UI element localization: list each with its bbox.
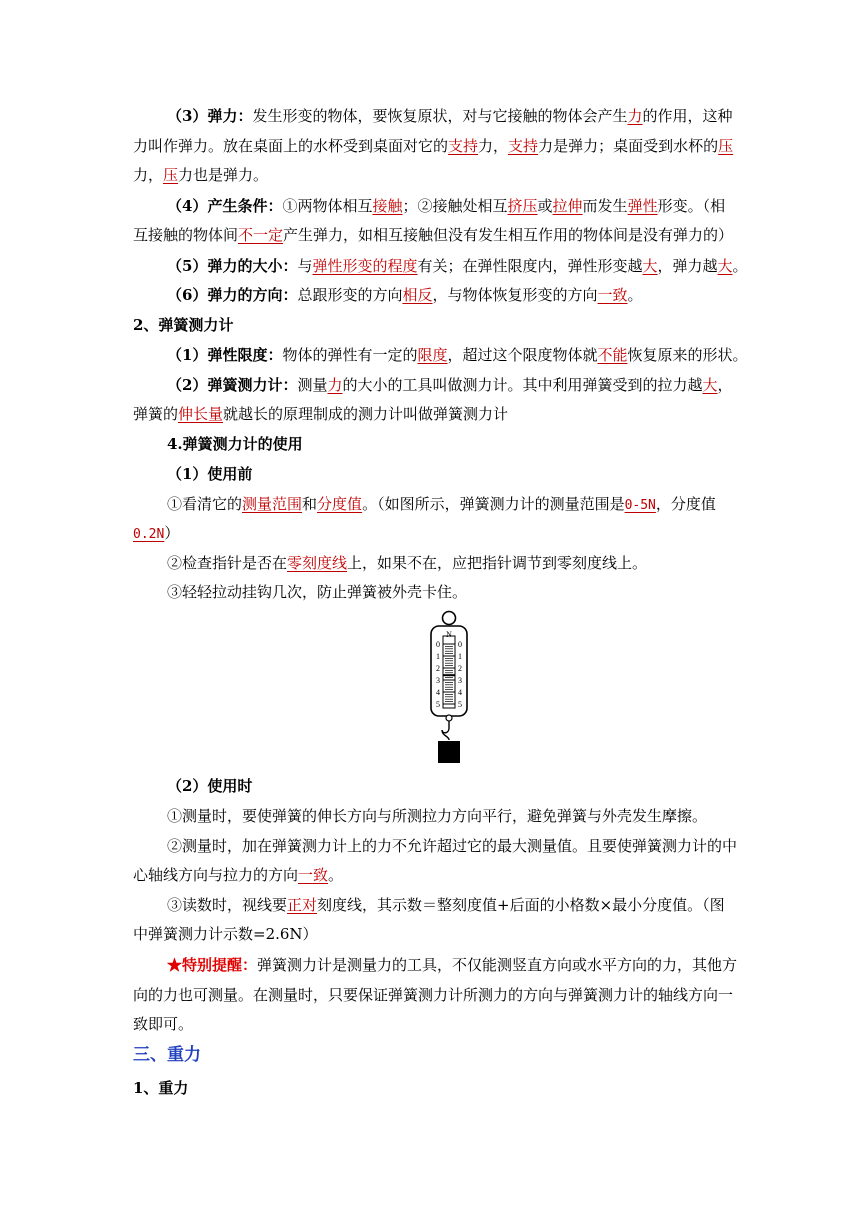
answer-blank: 压 xyxy=(718,137,734,155)
tick-label-right: 5 xyxy=(458,700,462,709)
text: ①看清它的 xyxy=(167,495,243,513)
answer-blank: 分度值 xyxy=(317,495,363,513)
note-label: ★特别提醒： xyxy=(167,956,258,974)
answer-blank: 大 xyxy=(702,376,718,394)
answer-blank: 弹性形变的程度 xyxy=(312,257,418,275)
answer-blank: 接触 xyxy=(372,197,403,215)
conditions-line-2 xyxy=(133,225,733,245)
bottom-eye-icon xyxy=(446,715,452,721)
answer-blank: 正对 xyxy=(287,896,318,914)
answer-blank: 不一定 xyxy=(238,226,284,244)
answer-blank: 伸长量 xyxy=(178,405,224,423)
answer-blank: 相反 xyxy=(402,286,433,304)
hook-icon xyxy=(442,721,449,733)
pointer xyxy=(443,674,455,676)
unit-label: N xyxy=(446,630,452,639)
tick-label-left: 0 xyxy=(436,640,440,649)
before-use-line-2 xyxy=(133,523,179,545)
elastic-limit-line xyxy=(167,345,748,365)
during-use-line-1: ①测量时，要使弹簧的伸长方向与所测拉力方向平行，避免弹簧与外壳发生摩擦。 xyxy=(167,807,708,825)
item-number: （5） xyxy=(167,257,208,275)
during-use-line-4 xyxy=(167,895,725,915)
before-use-line-1 xyxy=(167,494,716,516)
answer-blank: 大 xyxy=(717,257,733,275)
text: 或 xyxy=(537,197,553,215)
direction-line xyxy=(167,285,643,305)
text: 互接触的物体间 xyxy=(133,226,239,244)
elastic-force-line-1 xyxy=(167,106,733,126)
text: 刻度线，其示数＝整刻度值+后面的小格数×最小分度值。（图 xyxy=(317,896,725,914)
during-use-line-2: ②测量时，加在弹簧测力计上的力不允许超过它的最大测量值。且要使弹簧测力计的中 xyxy=(167,837,738,855)
text: 心轴线方向与拉力的方向 xyxy=(133,866,299,884)
item-number: （1） xyxy=(167,346,208,364)
before-use-line-4: ③轻轻拉动挂钩几次，防止弹簧被外壳卡住。 xyxy=(167,583,468,601)
text: ；②接触处相互 xyxy=(402,197,508,215)
text: 就越长的原理制成的测力计叫做弹簧测力计 xyxy=(223,405,509,423)
tick-label-right: 4 xyxy=(458,688,462,697)
answer-blank: 挤压 xyxy=(507,197,538,215)
text: 的作用，这种 xyxy=(642,107,733,125)
answer-blank: 测量范围 xyxy=(242,495,303,513)
term: 弹力： xyxy=(207,107,253,125)
answer-blank: 弹性 xyxy=(627,197,658,215)
section-heading: 2、弹簧测力计 xyxy=(133,316,234,334)
text: ，超过这个限度物体就 xyxy=(447,346,598,364)
answer-blank: 力 xyxy=(327,376,343,394)
answer-blank: 力 xyxy=(627,107,643,125)
text: ，弹力越 xyxy=(657,257,718,275)
during-use-title: （2）使用时 xyxy=(167,777,253,795)
text: 形变。（相 xyxy=(657,197,726,215)
spring-scale-line-2 xyxy=(133,404,508,424)
text: ，与物体恢复形变的方向 xyxy=(432,286,598,304)
text: 的大小的工具叫做测力计。其中利用弹簧受到的拉力越 xyxy=(342,376,703,394)
tick-label-right: 1 xyxy=(458,652,462,661)
before-use-line-3 xyxy=(167,553,647,573)
text: 测量 xyxy=(297,376,328,394)
text: ③读数时，视线要 xyxy=(167,896,288,914)
special-note-line-1 xyxy=(167,955,737,975)
answer-blank: 一致 xyxy=(597,286,628,304)
term: 弹簧测力计： xyxy=(207,376,298,394)
text: 力， xyxy=(478,137,509,155)
answer-blank: 压 xyxy=(163,166,179,184)
item-number: （2） xyxy=(167,376,208,394)
text: 。 xyxy=(732,257,748,275)
text: 产生弹力，如相互接触但没有发生相互作用的物体间是没有弹力的） xyxy=(283,226,734,244)
answer-blank: 限度 xyxy=(417,346,448,364)
text: 总跟形变的方向 xyxy=(297,286,403,304)
text: 力叫作弹力。放在桌面上的水杯受到桌面对它的 xyxy=(133,137,449,155)
chapter-heading-gravity: 三、重力 xyxy=(133,1045,201,1065)
subsection-heading: 4.弹簧测力计的使用 xyxy=(167,435,303,453)
text: 而发生 xyxy=(582,197,628,215)
special-note-line-2: 向的力也可测量。在测量时，只要保证弹簧测力计所测力的方向与弹簧测力计的轴线方向一 xyxy=(133,986,734,1004)
tick-label-left: 3 xyxy=(436,676,440,685)
text: 与 xyxy=(297,257,313,275)
answer-blank: 拉伸 xyxy=(552,197,583,215)
text: 。（如图所示，弹簧测力计的测量范围是 xyxy=(362,495,625,513)
scale-slot xyxy=(443,636,455,708)
answer-blank: 支持 xyxy=(508,137,539,155)
text: 。 xyxy=(627,286,643,304)
text: 弹簧测力计是测量力的工具，不仅能测竖直方向或水平方向的力，其他方 xyxy=(257,956,738,974)
item-number: （3） xyxy=(167,107,208,125)
tick-label-left: 2 xyxy=(436,664,440,673)
term: 弹性限度： xyxy=(207,346,283,364)
before-use-title: （1）使用前 xyxy=(167,465,253,483)
item-number: （6） xyxy=(167,286,208,304)
text: 和 xyxy=(302,495,318,513)
text: 有关；在弹性限度内，弹性形变越 xyxy=(417,257,643,275)
text: 发生形变的物体，要恢复原状，对与它接触的物体会产生 xyxy=(252,107,628,125)
text: 上，如果不在，应把指针调节到零刻度线上。 xyxy=(347,554,648,572)
item-number: （4） xyxy=(167,197,208,215)
tick-label-right: 0 xyxy=(458,640,462,649)
text: 物体的弹性有一定的 xyxy=(282,346,418,364)
answer-blank: 支持 xyxy=(448,137,479,155)
elastic-force-line-3 xyxy=(133,165,268,185)
elastic-force-line-2 xyxy=(133,136,733,156)
tick-label-left: 1 xyxy=(436,652,440,661)
answer-blank: 一致 xyxy=(298,866,329,884)
spring-scale-figure xyxy=(418,610,480,766)
special-note-line-3: 致即可。 xyxy=(133,1015,194,1033)
text: 力也是弹力。 xyxy=(178,166,269,184)
answer-blank: 0-5N xyxy=(624,498,656,513)
text: 弹簧的 xyxy=(133,405,179,423)
weight-block xyxy=(438,741,460,763)
answer-blank: 0.2N xyxy=(133,527,165,542)
text: 。 xyxy=(328,866,344,884)
during-use-line-3 xyxy=(133,865,343,885)
text: ， xyxy=(717,376,733,394)
term: 弹力的大小： xyxy=(207,257,298,275)
conditions-line-1 xyxy=(167,196,725,216)
top-ring-icon xyxy=(443,612,456,625)
text: ①两物体相互 xyxy=(282,197,373,215)
text: ②检查指针是否在 xyxy=(167,554,288,572)
spring-scale-line-1 xyxy=(167,375,733,395)
text: ，分度值 xyxy=(655,495,716,513)
during-use-line-5: 中弹簧测力计示数=2.6N） xyxy=(133,925,318,943)
text: 力是弹力；桌面受到水杯的 xyxy=(538,137,719,155)
text: 力， xyxy=(133,166,164,184)
tick-label-right: 3 xyxy=(458,676,462,685)
term: 弹力的方向： xyxy=(207,286,298,304)
magnitude-line xyxy=(167,256,748,276)
answer-blank: 零刻度线 xyxy=(287,554,348,572)
gravity-subheading: 1、重力 xyxy=(133,1079,189,1097)
tick-label-left: 4 xyxy=(436,688,440,697)
answer-blank: 不能 xyxy=(597,346,628,364)
text: 恢复原来的形状。 xyxy=(627,346,748,364)
text: ） xyxy=(164,524,180,542)
answer-blank: 大 xyxy=(642,257,658,275)
term: 产生条件： xyxy=(207,197,283,215)
tick-label-right: 2 xyxy=(458,664,462,673)
tick-label-left: 5 xyxy=(436,700,440,709)
